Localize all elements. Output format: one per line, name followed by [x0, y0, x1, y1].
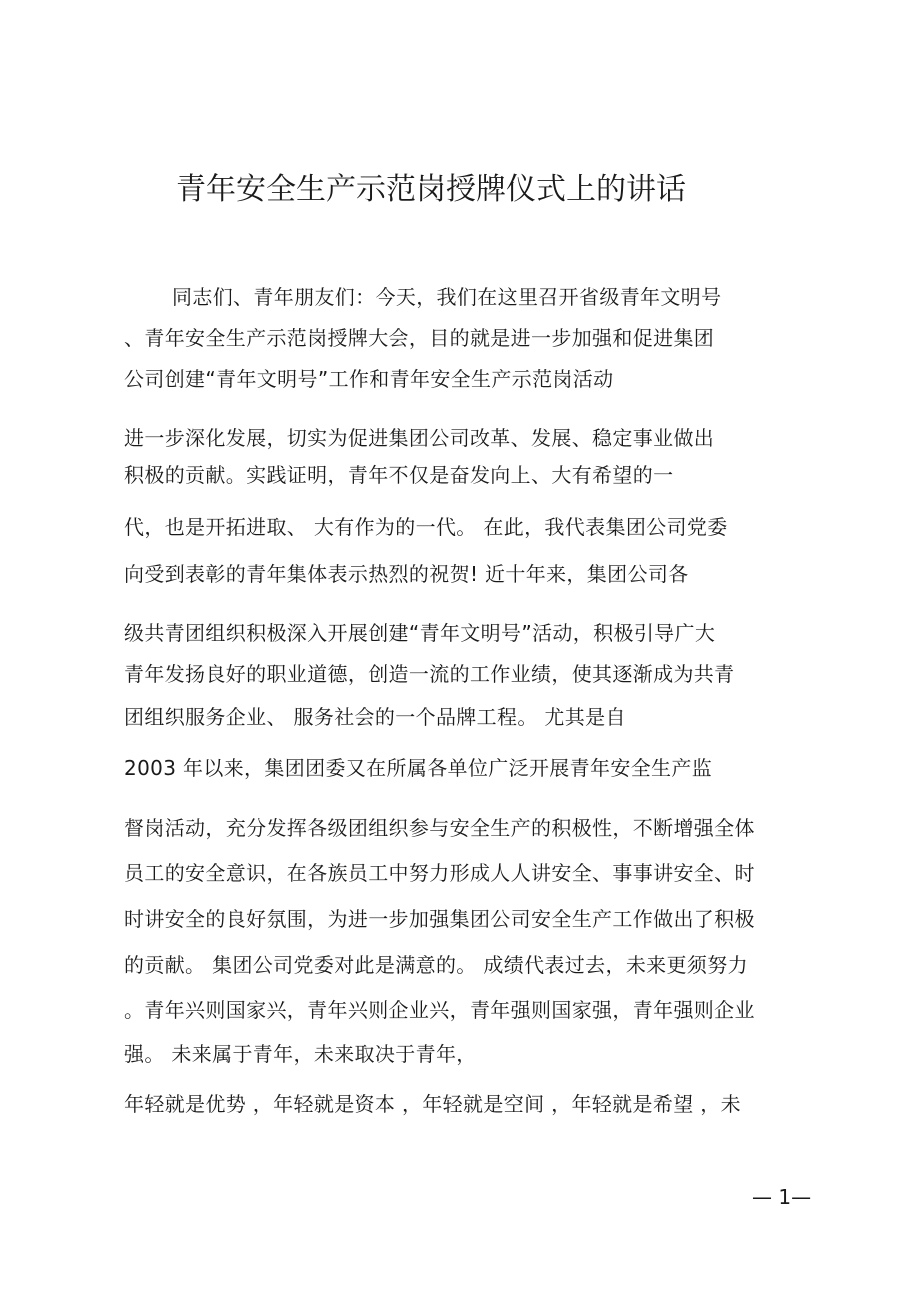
paragraph-line: 员工的安全意识，在各族员工中努力形成人人讲安全、事事讲安全、时 [124, 861, 755, 885]
paragraph-line: 级共青团组织积极深入开展创建“青年文明号”活动，积极引导广大 [124, 621, 716, 645]
paragraph-line: 代，也是开拓进取、 大有作为的一代。 在此，我代表集团公司党委 [124, 515, 728, 539]
paragraph-line: 2003 年以来，集团团委又在所属各单位广泛开展青年安全生产监 [124, 756, 713, 780]
paragraph-line: 的贡献。 集团公司党委对此是满意的。 成绩代表过去，未来更须努力 [124, 953, 748, 977]
paragraph-line: 、青年安全生产示范岗授牌大会，目的就是进一步加强和促进集团 [124, 326, 715, 350]
paragraph-line: 同志们、青年朋友们：今天，我们在这里召开省级青年文明号 [172, 285, 722, 309]
page-number: — 1— [752, 1185, 812, 1209]
paragraph-line: 时讲安全的良好氛围，为进一步加强集团公司安全生产工作做出了积极 [124, 907, 755, 931]
paragraph-line: 公司创建“青年文明号”工作和青年安全生产示范岗活动 [124, 367, 614, 391]
document-title: 青年安全生产示范岗授牌仪式上的讲话 [176, 172, 686, 207]
paragraph-line: 年轻就是优势 ，年轻就是资本 ，年轻就是空间 ，年轻就是希望 ，未 [124, 1092, 741, 1116]
paragraph-line: 积极的贡献。实践证明，青年不仅是奋发向上、大有希望的一 [124, 463, 674, 487]
paragraph-line: 向受到表彰的青年集体表示热烈的祝贺! 近十年来，集团公司各 [124, 562, 689, 586]
paragraph-line: 进一步深化发展，切实为促进集团公司改革、发展、稳定事业做出 [124, 426, 715, 450]
paragraph-line: 。青年兴则国家兴，青年兴则企业兴，青年强则国家强，青年强则企业 [124, 998, 755, 1022]
paragraph-line: 青年发扬良好的职业道德，创造一流的工作业绩，使其逐渐成为共青 [124, 662, 735, 686]
paragraph-line: 团组织服务企业、 服务社会的一个品牌工程。 尤其是自 [124, 705, 626, 729]
paragraph-line: 强。 未来属于青年，未来取决于青年， [124, 1042, 477, 1066]
paragraph-line: 督岗活动，充分发挥各级团组织参与安全生产的积极性，不断增强全体 [124, 816, 755, 840]
